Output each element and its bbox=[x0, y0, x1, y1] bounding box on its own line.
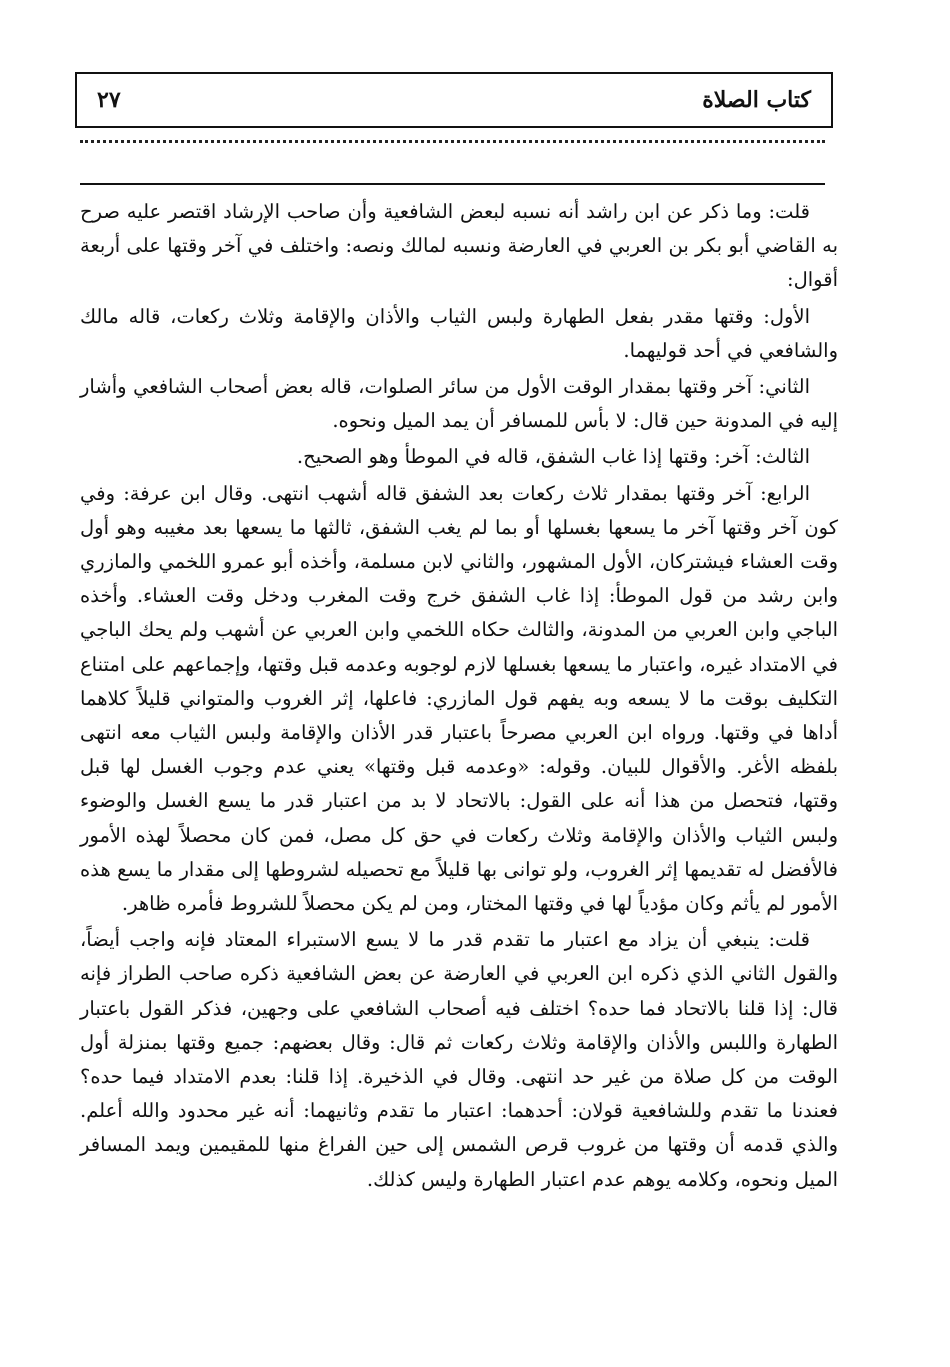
running-header bbox=[75, 72, 833, 128]
paragraph: الأول: وقتها مقدر بفعل الطهارة ولبس الثياب والأذان والإقامة وثلاث ركعات، قاله مالك والشافعي في أحد قوليهما. bbox=[80, 304, 838, 362]
chapter-title: كتاب الصلاة bbox=[702, 87, 811, 113]
paragraph: الرابع: آخر وقتها بمقدار ثلاث ركعات بعد الشفق قاله أشهب انتهى. وقال ابن عرفة: وفي كون آخر وقتها آخر ما يسعها بغسلها أو بما لم يغب الشفق، ثالثها ما يسعها بعد مغيبه وهو أول وقت العشاء فيشتركان، الأول المشهور، والثاني لابن مسلمة، وأخذه أبو عمرو اللخمي والمازري وابن رشد من قول الموطأ: إذا غاب الشفق خرج وقت المغرب ودخل وقت العشاء. وأخذه الباجي وابن العربي من المدونة، والثالث حكاه اللخمي وابن العربي عن أشهب ولم يحك الباجي في الامتداد غيره، واعتبار ما يسعها بغسلها لازم لوجوبه وعدمه قبل وقتها، وإجماعهم على امتناع التكليف بوقت ما لا يسعه وبه يفهم قول المازري: فاعلها، إثر الغروب والمتواني قليلاً كلاهما أداها في وقتها. ورواه ابن العربي مصرحاً باعتبار قدر الأذان والإقامة ولبس الثياب معه انتهى بلفظه الأغر. والأقوال للبيان. وقوله: «وعدمه قبل وقتها» يعني عدم وجوب الغسل لها قبل وقتها، فتحصل من هذا أنه على القول: بالاتحاد لا بد من اعتبار قدر ما يسع الغسل والوضوء ولبس الثياب والأذان والإقامة وثلاث ركعات في حق كل مصل، فمن كان محصلاً لهذه الأمور فالأفضل له تقديمها إثر الغروب، ولو توانى بها قليلاً مع تحصيله لشروطها إلى مقدار ما يسع هذه الأمور لم يأثم وكان مؤدياً لها في وقتها المختار، ومن لم يكن محصلاً للشروط فأمره ظاهر. bbox=[80, 481, 838, 916]
page-number: ٢٧ bbox=[97, 87, 121, 113]
paragraph: قلت: ينبغي أن يزاد مع اعتبار ما تقدم قدر ما لا يسع الاستبراء المعتاد فإنه واجب أيضاً، والقول الثاني الذي ذكره ابن العربي في العارضة عن بعض الشافعية ذكره صاحب الطراز فإنه قال: إذا قلنا بالاتحاد فما حده؟ اختلف فيه أصحاب الشافعي على وجهين، فذكر القول باعتبار الطهارة واللبس والأذان والإقامة وثلاث ركعات ثم قال: وقال بعضهم: جميع وقتها بمنزلة أول الوقت من كل صلاة من غير حد انتهى. وقال في الذخيرة. إذا قلنا: بعدم الامتداد فيما حده؟ فعندنا ما تقدم وللشافعية قولان: أحدهما: اعتبار ما تقدم وثانيهما: أنه غير محدود والله أعلم. والذي قدمه أن وقتها من غروب قرص الشمس إلى حين الفراغ منها للمقيمين ويمد المسافر الميل ونحوه، وكلامه يوهم عدم اعتبار الطهارة وليس كذلك. bbox=[80, 928, 838, 1191]
page-body bbox=[80, 195, 838, 1199]
horizontal-rule bbox=[80, 183, 825, 185]
dotted-separator bbox=[80, 140, 825, 143]
paragraph: الثالث: آخر: وقتها إذا غاب الشفق، قاله في الموطأ وهو الصحيح. bbox=[296, 445, 810, 469]
paragraph: الثاني: آخر وقتها بمقدار الوقت الأول من سائر الصلوات، قاله بعض أصحاب الشافعي وأشار إليه في المدونة حين قال: لا بأس للمسافر أن يمد الميل ونحوه. bbox=[80, 375, 838, 433]
paragraph: قلت: وما ذكر عن ابن راشد أنه نسبه لبعض الشافعية وأن صاحب الإرشاد اقتصر عليه صرح به القاضي أبو بكر بن العربي في العارضة ونسبه لمالك ونصه: واختلف في آخر وقتها على أربعة أقوال: bbox=[80, 200, 838, 292]
